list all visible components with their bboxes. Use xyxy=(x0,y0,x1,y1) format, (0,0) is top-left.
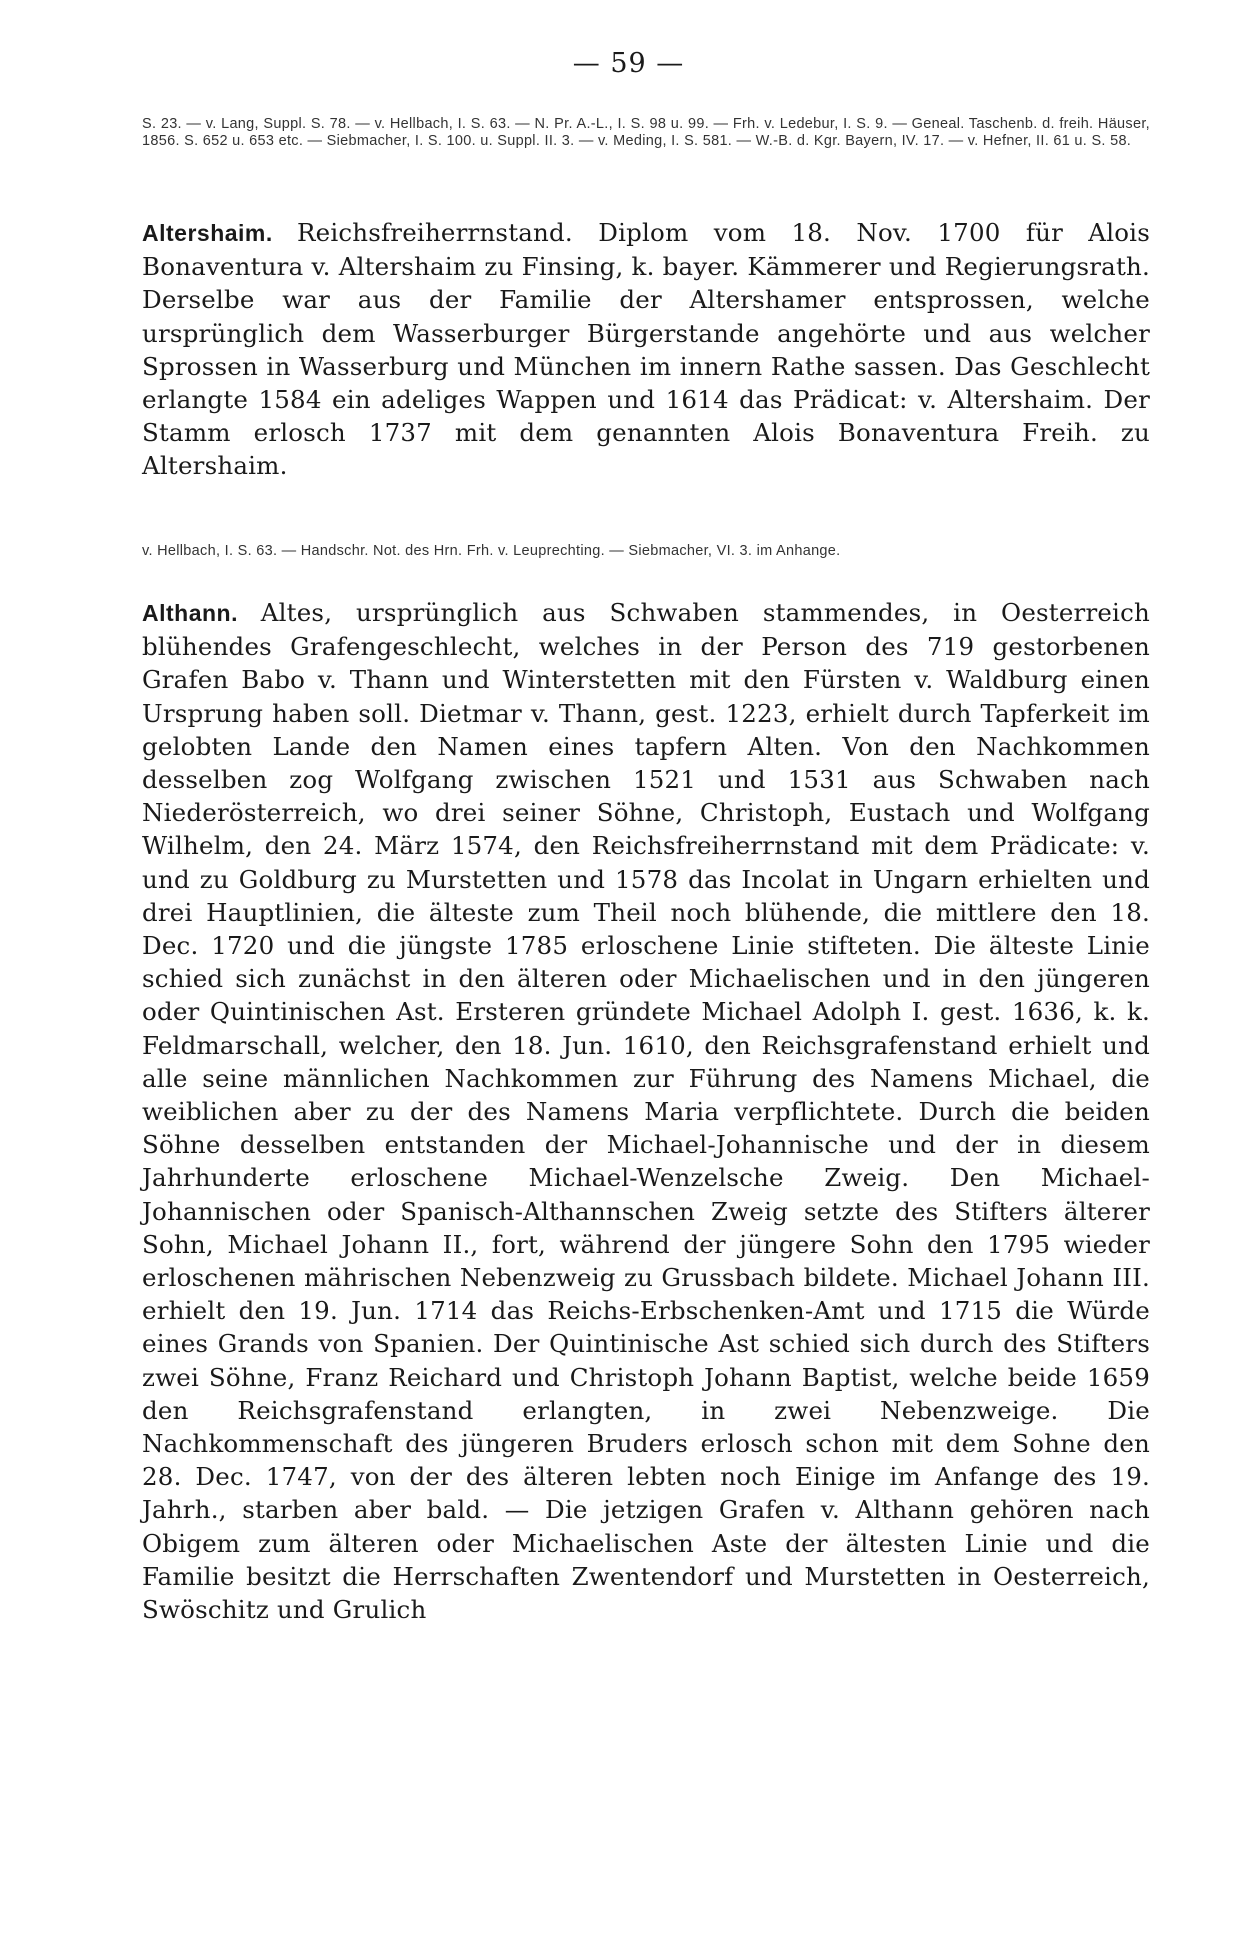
entry-althann xyxy=(142,596,1150,1626)
entry-altershaim xyxy=(142,216,1150,483)
headword: Altershaim. xyxy=(142,220,297,246)
headword: Althann. xyxy=(142,600,261,626)
entry-text: Altes, ursprünglich aus Schwaben stammendes, in Oesterreich blühendes Grafengeschlecht, welches in der Person des 719 gestorbenen Grafen Babo v. Thann und Winterstetten mit den Fürsten v. Waldburg einen Ursprung haben soll. Dietmar v. Thann, gest. 1223, erhielt durch Tapferkeit im gelobten Lande den Namen eines tapfern Alten. Von den Nachkommen desselben zog Wolfgang zwischen 1521 und 1531 aus Schwaben nach Niederösterreich, wo drei seiner Söhne, Christoph, Eustach und Wolfgang Wilhelm, den 24. März 1574, den Reichsfreiherrnstand mit dem Prädicate: v. und zu Goldburg zu Murstetten und 1578 das Incolat in Ungarn erhielten und drei Hauptlinien, die älteste zum Theil noch blühende, die mittlere den 18. Dec. 1720 und die jüngste 1785 erloschene Linie stifteten. Die älteste Linie schied sich zunächst in den älteren oder Michaelischen und in den jüngeren oder Quintinischen Ast. Ersteren gründete Michael Adolph I. gest. 1636, k. k. Feldmarschall, welcher, den 18. Jun. 1610, den Reichsgrafenstand erhielt und alle seine männlichen Nachkommen zur Führung des Namens Michael, die weiblichen aber zu der des Namens Maria verpflichtete. Durch die beiden Söhne desselben entstanden der Michael-Johannische und der in diesem Jahrhunderte erloschene Michael-Wenzelsche Zweig. Den Michael-Johannischen oder Spanisch-Althannschen Zweig setzte des Stifters älterer Sohn, Michael Johann II., fort, während der jüngere Sohn den 1795 wieder erloschenen mährischen Nebenzweig zu Grussbach bildete. Michael Johann III. erhielt den 19. Jun. 1714 das Reichs-Erbschenken-Amt und 1715 die Würde eines Grands von Spanien. Der Quintinische Ast schied sich durch des Stifters zwei Söhne, Franz Reichard und Christoph Johann Baptist, welche beide 1659 den Reichsgrafenstand erlangten, in zwei Nebenzweige. Die Nachkommenschaft des jüngeren Bruders erlosch schon mit dem Sohne den 28. Dec. 1747, von der des älteren lebten noch Einige im Anfange des 19. Jahrh., starben aber bald. — Die jetzigen Grafen v. Althann gehören nach Obigem zum älteren oder Michaelischen Aste der ältesten Linie und die Familie besitzt die Herrschaften Zwentendorf und Murstetten in Oesterreich, Swöschitz und Grulich xyxy=(142,598,1150,1625)
references-continued: S. 23. — v. Lang, Suppl. S. 78. — v. Hellbach, I. S. 63. — N. Pr. A.-L., I. S. 98 u. 99. — Frh. v. Ledebur, I. S. 9. — Geneal. Taschenb. d. freih. Häuser, 1856. S. 652 u. 653 etc. — Siebmacher, I. S. 100. u. Suppl. II. 3. — v. Meding, I. S. 581. — W.-B. d. Kgr. Bayern, IV. 17. — v. Hefner, II. 61 u. S. 58. xyxy=(142,116,1150,149)
page-number: — 59 — xyxy=(572,48,685,79)
entry-altershaim-references: v. Hellbach, I. S. 63. — Handschr. Not. des Hrn. Frh. v. Leuprechting. — Siebmacher, VI. 3. im Anhange. xyxy=(142,543,841,559)
entry-text: Reichsfreiherrnstand. Diplom vom 18. Nov. 1700 für Alois Bonaventura v. Altershaim zu Finsing, k. bayer. Kämmerer und Regierungsrath. Derselbe war aus der Familie der Altershamer entsprossen, welche ursprünglich dem Wasserburger Bürgerstande angehörte und aus welcher Sprossen in Wasserburg und München im innern Rathe sassen. Das Geschlecht erlangte 1584 ein adeliges Wappen und 1614 das Prädicat: v. Altershaim. Der Stamm erlosch 1737 mit dem genannten Alois Bonaventura Freih. zu Altershaim. xyxy=(142,218,1150,481)
